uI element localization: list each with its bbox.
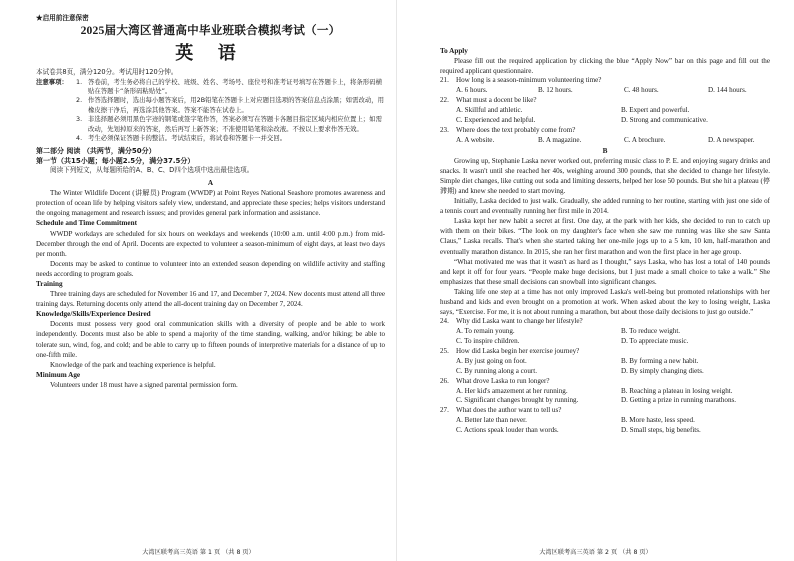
option: D. By simply changing diets. — [621, 366, 704, 375]
page-footer: 大湾区联考高三英语 第 1 页 （共 8 页） — [142, 549, 255, 556]
question-22: 22. What must a docent be like? — [440, 96, 537, 105]
passage-a-paragraph: WWDP workdays are scheduled for six hours on weekdays and weekends (10:00 a.m. until 4:00 p.m.) from mid-December through the end of April. Docents are expected to volunteer a season-minimum of eight days, at least two days per month. — [36, 229, 385, 258]
notes-label: 注意事项： — [36, 77, 68, 86]
schedule-heading: Schedule and Time Commitment — [36, 219, 137, 228]
option: D. 144 hours. — [708, 86, 747, 95]
passage-b-paragraph: Initially, Laska decided to just walk. Gradually, she added running to her routine, starting with just one side of a tennis court and eventually running her first mile in 2014. — [440, 197, 770, 216]
exam-title: 2025届大湾区普通高中毕业班联合模拟考试（一） — [80, 24, 341, 37]
question-27: 27. What does the author want to tell us? — [440, 406, 562, 415]
option: B. A magazine. — [538, 135, 582, 144]
option: D. To appreciate music. — [621, 337, 689, 346]
exam-notes — [36, 78, 385, 144]
option: B. More haste, less speed. — [621, 416, 695, 425]
option: A. To remain young. — [456, 327, 515, 336]
part-heading: 第二部分 阅读 （共两节，满分50分） — [36, 147, 156, 156]
option: B. Reaching a plateau in losing weight. — [621, 386, 733, 395]
passage-a-paragraph: Docents may be asked to continue to volunteer into an extended season depending on wildlife activity and staffing needs according to program goals. — [36, 259, 385, 278]
exam-page-2 — [397, 0, 794, 561]
question-24: 24. Why did Laska want to change her lifestyle? — [440, 317, 583, 326]
training-heading: Training — [36, 279, 63, 288]
options-21 — [440, 86, 770, 96]
option: C. Actions speak louder than words. — [456, 426, 559, 435]
note-item: 1. 答卷前，考生务必将自己的学校、班级、姓名、考场号、座位号和准考证号填写在答题卡上，将条形码横贴在答题卡“条形码粘贴处”。 — [76, 77, 382, 95]
age-heading: Minimum Age — [36, 370, 81, 379]
option: B. To reduce weight. — [621, 327, 681, 336]
option: D. Getting a prize in running marathons. — [621, 396, 737, 405]
subject-title: 英 语 — [175, 43, 246, 63]
apply-text: Please fill out the required application by clicking the blue “Apply Now” bar on this page and fill out the required applicant questionnaire. — [440, 57, 770, 76]
apply-heading: To Apply — [440, 47, 468, 55]
option: C. 48 hours. — [624, 86, 659, 95]
option: A. Better late than never. — [456, 416, 527, 425]
page-footer: 大湾区联考高三英语 第 2 页 （共 8 页） — [539, 549, 652, 556]
option: C. By running along a court. — [456, 366, 537, 375]
option: A. Skillful and athletic. — [456, 106, 523, 114]
passage-b-paragraph: Taking life one step at a time has not only improved Laska's well-being but promoted relationships with her husband and kids and even brought on a promotion at work. When asked about the key to losing weight, Laska says, “Exercise. For me, it is not about running a marathon, but about those daily decisions to just go outside.” — [440, 287, 770, 317]
exam-intro: 本试卷共8页，满分120分。考试用时120分钟。 — [36, 68, 178, 76]
confidential-notice: ★启用前注意保密 — [36, 15, 89, 22]
section-heading: 第一节（共15小题；每小题2.5分，满分37.5分） — [36, 157, 195, 166]
passage-b-paragraph: Laska kept her new habit a secret at first. One day, at the park with her kids, she decided to run to catch up with them on their bikes. “The look on my daughter's face when she saw me running was like she saw Santa Claus,” Laska recalls. That's when she started taking her one-mile jogs up to a 5 km, 10 km, half-marathon and eventually marathon distance. In 2015, she ran her first marathon and won the first place in her age group. — [440, 217, 770, 256]
passage-b-label: B — [602, 146, 608, 155]
option: A. A website. — [456, 135, 495, 144]
option: A. Her kid's amazement at her running. — [456, 386, 568, 395]
question-25: 25. How did Laska begin her exercise journey? — [440, 346, 580, 355]
option: A. 6 hours. — [456, 86, 488, 95]
passage-a-paragraph: Docents must possess very good oral communication skills with a diversity of people and be able to work independently. Docents must also be able to spend a majority of the time standing, walking, and/or hiking; be able to tolerate sun, wind, fog, and cold; and be able to carry up to fifteen pounds of interpretive materials for a distance of up to one-fifth mile. — [36, 320, 385, 359]
note-item: 4. 考生必须保证答题卡的整洁。考试结束后，将试卷和答题卡一并交回。 — [76, 134, 287, 143]
option: A. By just going on foot. — [456, 356, 527, 365]
option: B. Expert and powerful. — [621, 106, 690, 114]
question-23: 23. Where does the text probably come from? — [440, 125, 576, 134]
options-27 — [440, 416, 770, 436]
option: C. Experienced and helpful. — [456, 115, 536, 124]
note-item: 3. 非选择题必须用黑色字迹的钢笔或签字笔作答，答案必须写在答题卡各题目指定区域内相应位置上；如需改动，先划掉原来的答案，然后再写上新答案；不准使用铅笔和涂改液。不按以上要求作答无效。 — [76, 115, 382, 133]
passage-a-label: A — [207, 179, 214, 188]
option: C. Significant changes brought by running. — [456, 396, 579, 405]
note-item: 2. 作答选择题时，选出每小题答案后，用2B铅笔在答题卡上对应题目选项的答案信息点涂黑；如需改动，用橡皮擦干净后，再选涂其他答案。答案不能答在试卷上。 — [76, 96, 385, 114]
options-23 — [440, 136, 770, 146]
reading-instruction: 阅读下列短文，从每题所给的A、B、C、D四个选项中选出最佳选项。 — [50, 166, 254, 175]
option: D. Small steps, big benefits. — [621, 426, 701, 435]
passage-b-paragraph: Growing up, Stephanie Laska never worked out, preferring music class to P. E. and enjoying sugary drinks and snacks. It wasn't until she reached her 40s, weighing around 300 pounds, that she decided to change her lifestyle. Simple diet changes, like cutting out soda and limiting desserts, helped her lose 50 pounds. But she hit a plateau (停滞期) and knew she needed to start moving. — [440, 156, 770, 195]
options-22 — [440, 106, 770, 126]
passage-a-paragraph: Three training days are scheduled for November 16 and 17, and December 7, 2024. New docents must attend all three training days. Returning docents only attend the all-docent training day on December 7, 2024. — [36, 290, 385, 309]
option: B. By forming a new habit. — [621, 356, 699, 365]
option: B. 12 hours. — [538, 86, 573, 95]
knowledge-heading: Knowledge/Skills/Experience Desired — [36, 310, 151, 319]
option: C. A brochure. — [624, 135, 666, 144]
passage-a-paragraph: Knowledge of the park and teaching experience is helpful. — [50, 360, 216, 369]
options-26 — [440, 387, 770, 407]
option: D. Strong and communicative. — [621, 115, 708, 124]
option: C. To inspire children. — [456, 337, 520, 346]
question-21: 21. How long is a season-minimum volunteering time? — [440, 76, 602, 85]
passage-a-paragraph: The Winter Wildlife Docent (讲解员) Program (WWDP) at Point Reyes National Seashore promotes awareness and protection of ocean life by helping visitors safely view, understand, and appreciate these species; helps visitors understand the ongoing management and research issues; and provides general park information and assistance. — [36, 189, 385, 218]
question-26: 26. What drove Laska to run longer? — [440, 376, 550, 385]
passage-b-paragraph: “What motivated me was that it wasn't as hard as I thought,” says Laska, who has lost a total of 140 pounds and kept it off for four years. “People make huge decisions, but I just made a small choice to take a walk.” She emphasizes that these small decisions can snowball into significant changes. — [440, 257, 770, 286]
passage-a-paragraph: Volunteers under 18 must have a signed parental permission form. — [50, 380, 238, 389]
option: D. A newspaper. — [708, 135, 755, 144]
options-25 — [440, 357, 770, 377]
options-24 — [440, 327, 770, 347]
